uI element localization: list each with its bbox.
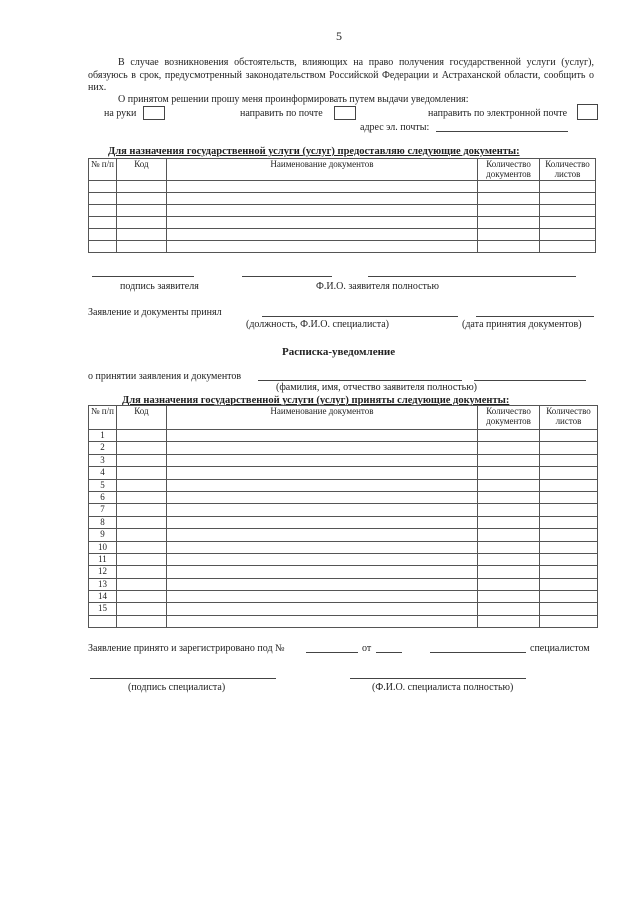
- intro-paragraph: В случае возникновения обстоятельств, влияющих на право получения государственной услуги (услуг), обязуюсь в срок, предусмотренный законодательством Российской Федерации и Астраханской области, сообщить о них.: [88, 57, 594, 93]
- table-row[interactable]: [89, 603, 598, 615]
- table-row[interactable]: [89, 181, 596, 193]
- receipt-line: о принятии заявления и документов: [88, 371, 242, 382]
- row-number: 4: [89, 467, 117, 479]
- table-row[interactable]: [89, 205, 596, 217]
- notify-line: О принятом решении прошу меня проинформировать путем выдачи уведомления:: [118, 94, 469, 105]
- specialist-signature-field[interactable]: [90, 678, 276, 679]
- table1-title: Для назначения государственной услуги (услуг) предоставляю следующие документы:: [108, 146, 520, 157]
- row-number: 15: [89, 603, 117, 615]
- row-number: 6: [89, 491, 117, 503]
- registration-specialist-field[interactable]: [430, 652, 526, 653]
- specialist-fio-field[interactable]: [350, 678, 526, 679]
- table-row[interactable]: [89, 615, 598, 627]
- accepted-date-caption: (дата принятия документов): [462, 319, 582, 330]
- specialist-signature-caption: (подпись специалиста): [128, 682, 226, 693]
- registration-number-field[interactable]: [306, 652, 358, 653]
- receipt-fio-field-1[interactable]: [258, 380, 462, 381]
- table-row[interactable]: [89, 467, 598, 479]
- table-row[interactable]: [89, 442, 598, 454]
- table-row[interactable]: [89, 479, 598, 491]
- table2-header-sheet-count: Количество листов: [540, 406, 598, 430]
- table-row[interactable]: [89, 591, 598, 603]
- row-number: 3: [89, 454, 117, 466]
- table2-header-name: Наименование документов: [166, 406, 477, 430]
- receipt-title: Расписка-уведомление: [282, 346, 396, 358]
- table-row[interactable]: [89, 217, 596, 229]
- accepted-position-field[interactable]: [262, 316, 458, 317]
- email-label: адрес эл. почты:: [360, 122, 430, 133]
- receipt-fio-field-2[interactable]: [474, 380, 586, 381]
- row-number: 10: [89, 541, 117, 553]
- table1-header-number: № п/п: [89, 159, 117, 181]
- specialist-fio-caption: (Ф.И.О. специалиста полностью): [372, 682, 514, 693]
- registration-date-field[interactable]: [376, 652, 402, 653]
- applicant-signature-field[interactable]: [92, 276, 194, 277]
- page-number: 5: [336, 29, 342, 43]
- table-row[interactable]: [89, 229, 596, 241]
- row-number: 9: [89, 529, 117, 541]
- option-hand-label: на руки: [104, 108, 137, 119]
- row-number: 1: [89, 430, 117, 442]
- applicant-fio-field-1[interactable]: [242, 276, 332, 277]
- option-email-label: направить по электронной почте: [428, 108, 568, 119]
- row-number: 14: [89, 591, 117, 603]
- table2-header-number: № п/п: [89, 406, 117, 430]
- table1-header-row: [89, 159, 596, 181]
- table-row[interactable]: [89, 529, 598, 541]
- table1-header-doc-count: Количество документов: [478, 159, 540, 181]
- row-number: 12: [89, 566, 117, 578]
- table2-header-doc-count: Количество документов: [478, 406, 540, 430]
- table-row[interactable]: [89, 454, 598, 466]
- table-row[interactable]: [89, 504, 598, 516]
- applicant-fio-field-2[interactable]: [368, 276, 576, 277]
- table1: [88, 158, 596, 253]
- option-email-checkbox[interactable]: [577, 104, 598, 120]
- row-number: 8: [89, 516, 117, 528]
- table2-header-row: [89, 406, 598, 430]
- row-number: [89, 615, 117, 627]
- table-row[interactable]: [89, 430, 598, 442]
- table-row[interactable]: [89, 491, 598, 503]
- table2-title: Для назначения государственной услуги (услуг) приняты следующие документы:: [122, 395, 510, 406]
- row-number: 5: [89, 479, 117, 491]
- option-mail-label: направить по почте: [240, 108, 323, 119]
- row-number: 2: [89, 442, 117, 454]
- table2-header-code: Код: [116, 406, 166, 430]
- registration-from-label: от: [362, 643, 372, 654]
- accepted-date-field[interactable]: [476, 316, 594, 317]
- accepted-label: Заявление и документы принял: [88, 307, 222, 318]
- accepted-position-caption: (должность, Ф.И.О. специалиста): [246, 319, 389, 330]
- row-number: 11: [89, 553, 117, 565]
- table-row[interactable]: [89, 553, 598, 565]
- table-row[interactable]: [89, 241, 596, 253]
- applicant-signature-caption: подпись заявителя: [120, 281, 199, 292]
- table-row[interactable]: [89, 566, 598, 578]
- table-row[interactable]: [89, 578, 598, 590]
- table2: [88, 405, 598, 628]
- option-mail-checkbox[interactable]: [334, 106, 356, 120]
- table1-header-name: Наименование документов: [166, 159, 477, 181]
- email-field[interactable]: [436, 131, 568, 132]
- registration-specialist-label: специалистом: [530, 643, 590, 654]
- table-row[interactable]: [89, 541, 598, 553]
- table-row[interactable]: [89, 516, 598, 528]
- option-hand-checkbox[interactable]: [143, 106, 165, 120]
- applicant-fio-caption: Ф.И.О. заявителя полностью: [316, 281, 439, 292]
- table1-header-code: Код: [116, 159, 166, 181]
- row-number: 13: [89, 578, 117, 590]
- receipt-fio-caption: (фамилия, имя, отчество заявителя полностью): [276, 382, 478, 393]
- table-row[interactable]: [89, 193, 596, 205]
- registration-line-start: Заявление принято и зарегистрировано под №: [88, 643, 285, 654]
- table1-header-sheet-count: Количество листов: [540, 159, 596, 181]
- row-number: 7: [89, 504, 117, 516]
